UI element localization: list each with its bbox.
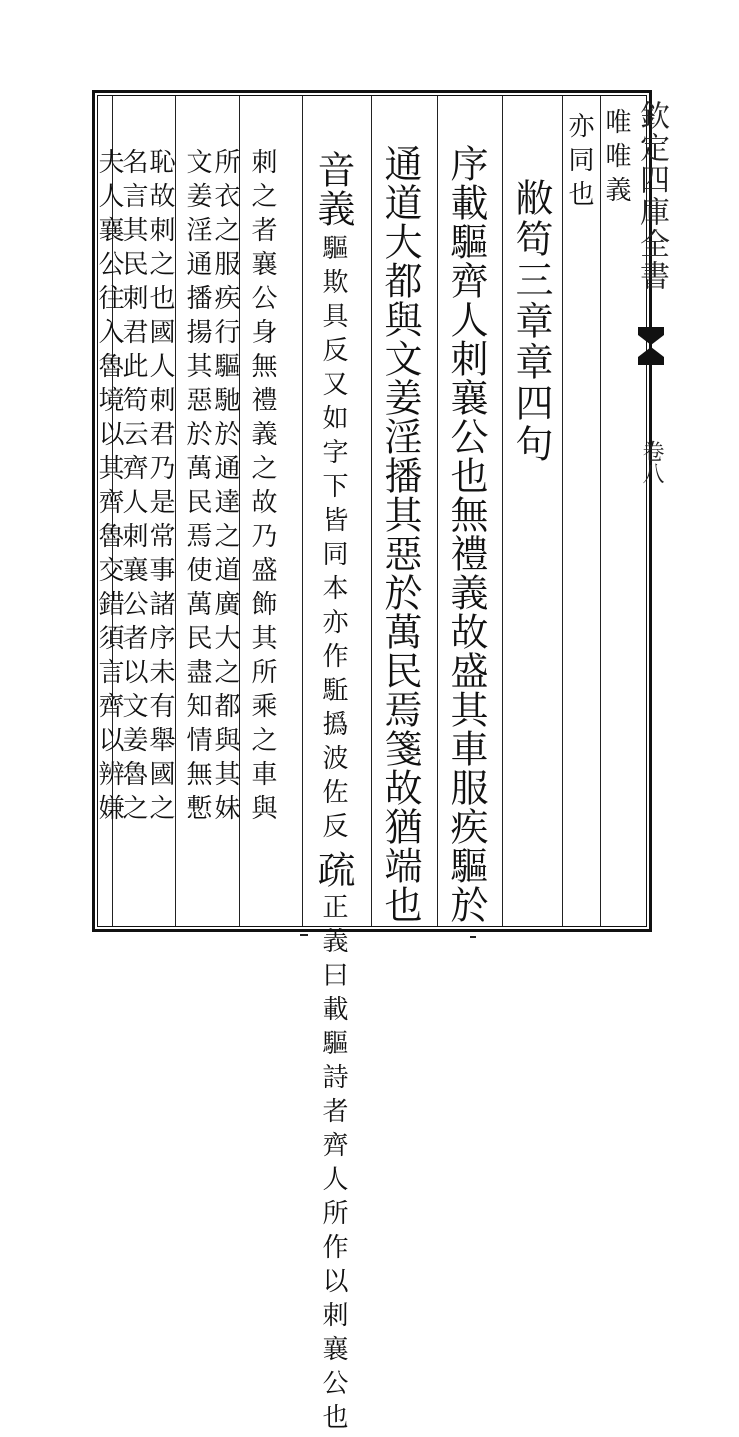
- column-rule: [600, 96, 601, 926]
- column-rule: [302, 96, 303, 926]
- commentary-text: 夫人襄公往入魯境以其齊魯交錯須言齊以辨嫌: [94, 148, 124, 828]
- main-text: 序載驅齊人刺襄公也無禮義故盛其車服疾驅於: [444, 144, 488, 924]
- scan-speck: [300, 934, 308, 936]
- commentary-text: 名言其民刺君此笱云齊人刺襄公者以文姜魯之: [118, 148, 148, 828]
- text-column-5: [378, 144, 422, 924]
- shu-label: 疏: [311, 850, 355, 889]
- text-column-7: [249, 148, 275, 828]
- annotation-text: 唯唯義: [601, 108, 631, 210]
- commentary-text: 恥故刺之也國人刺君乃是常事諸序未有舉國之: [145, 148, 175, 828]
- text-column-2: [603, 108, 629, 210]
- text-column-9: [184, 148, 210, 828]
- commentary-text: 驅欺具反又如字下皆同本亦作駈撝波佐反: [318, 234, 348, 846]
- fish-tail-icon: [636, 325, 666, 367]
- commentary-text: 文姜淫通播揚其惡於萬民焉使萬民盡知情無慙: [182, 148, 212, 828]
- scan-speck: [470, 936, 476, 938]
- column-rule: [437, 96, 438, 926]
- text-column-10: [147, 148, 173, 828]
- commentary-text: 所衣之服疾行驅馳於通達之道廣大之都與其妹: [210, 148, 240, 828]
- heading-text: 敝笱三章章四句: [509, 178, 553, 465]
- text-column-4: [444, 144, 488, 924]
- section-heading: [509, 178, 553, 465]
- text-column-12: [96, 148, 122, 828]
- book-title: 欽定四庫全書: [634, 100, 669, 292]
- page-border-inner: [97, 95, 647, 927]
- text-column-8: [212, 148, 238, 828]
- text-column-1: [566, 112, 592, 214]
- commentary-text: 刺之者襄公身無禮義之故乃盛飾其所乘之車與: [247, 148, 277, 828]
- yinyi-label: 音義: [311, 150, 355, 228]
- annotation-text: 亦同也: [564, 112, 594, 214]
- text-column-6: [311, 150, 355, 1437]
- column-rule: [502, 96, 503, 926]
- column-rule: [562, 96, 563, 926]
- column-rule: [371, 96, 372, 926]
- commentary-text: 正義曰載驅詩者齊人所作以刺襄公也: [318, 893, 348, 1437]
- volume-label: 卷八: [639, 440, 664, 484]
- column-rule: [175, 96, 176, 926]
- main-text: 通道大都與文姜淫播其惡於萬民焉箋故猶端也: [378, 144, 422, 924]
